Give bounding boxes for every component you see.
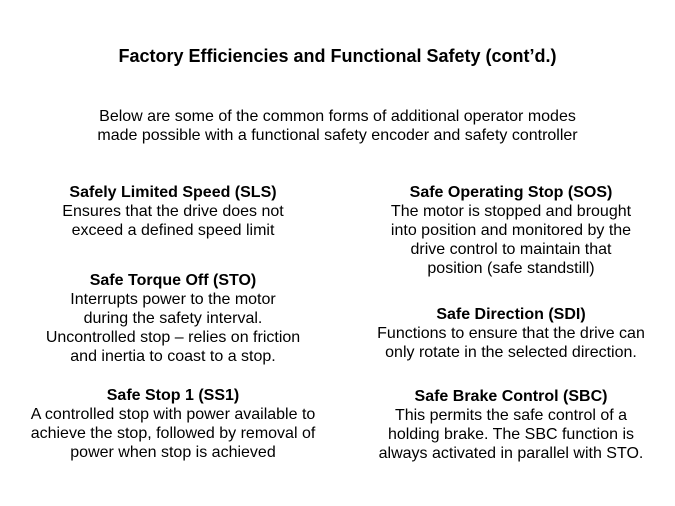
slide-title: Factory Efficiencies and Functional Safety (cont’d.): [118, 46, 557, 66]
intro-line-2: made possible with a functional safety encoder and safety controller: [97, 127, 578, 144]
mode-sls: [0, 183, 346, 240]
mode-sbc-line-1: This permits the safe control of a: [394, 407, 628, 424]
intro-text: [20, 107, 655, 145]
mode-ss1: [0, 386, 346, 462]
mode-sdi-line-1: Functions to ensure that the drive can: [377, 325, 645, 342]
mode-sdi-heading: Safe Direction (SDI): [436, 306, 586, 323]
mode-ss1-line-1: A controlled stop with power available to: [30, 406, 316, 423]
mode-sos-line-4: position (safe standstill): [427, 260, 595, 277]
mode-sto: [0, 271, 346, 366]
mode-sls-line-2: exceed a defined speed limit: [71, 222, 275, 239]
mode-sto-heading: Safe Torque Off (STO): [89, 272, 257, 289]
mode-sos-line-2: into position and monitored by the: [390, 222, 632, 239]
mode-sos: [338, 183, 675, 278]
mode-sbc: [338, 387, 675, 463]
mode-sos-heading: Safe Operating Stop (SOS): [409, 184, 613, 201]
intro-line-1: Below are some of the common forms of additional operator modes: [99, 108, 576, 125]
mode-sls-heading: Safely Limited Speed (SLS): [69, 184, 277, 201]
mode-sto-line-4: and inertia to coast to a stop.: [70, 348, 276, 365]
mode-sbc-line-2: holding brake. The SBC function is: [387, 426, 635, 443]
mode-sdi: [338, 305, 675, 362]
mode-sdi-line-2: only rotate in the selected direction.: [385, 344, 637, 361]
mode-ss1-line-3: power when stop is achieved: [70, 444, 276, 461]
mode-ss1-heading: Safe Stop 1 (SS1): [106, 387, 240, 404]
mode-sbc-heading: Safe Brake Control (SBC): [414, 388, 608, 405]
mode-sto-line-2: during the safety interval.: [83, 310, 263, 327]
mode-sos-line-3: drive control to maintain that: [410, 241, 612, 258]
mode-sls-line-1: Ensures that the drive does not: [62, 203, 284, 220]
mode-sto-line-3: Uncontrolled stop – relies on friction: [45, 329, 301, 346]
mode-sto-line-1: Interrupts power to the motor: [70, 291, 276, 308]
mode-ss1-line-2: achieve the stop, followed by removal of: [30, 425, 316, 442]
mode-sbc-line-3: always activated in parallel with STO.: [378, 445, 644, 462]
mode-sos-line-1: The motor is stopped and brought: [390, 203, 632, 220]
